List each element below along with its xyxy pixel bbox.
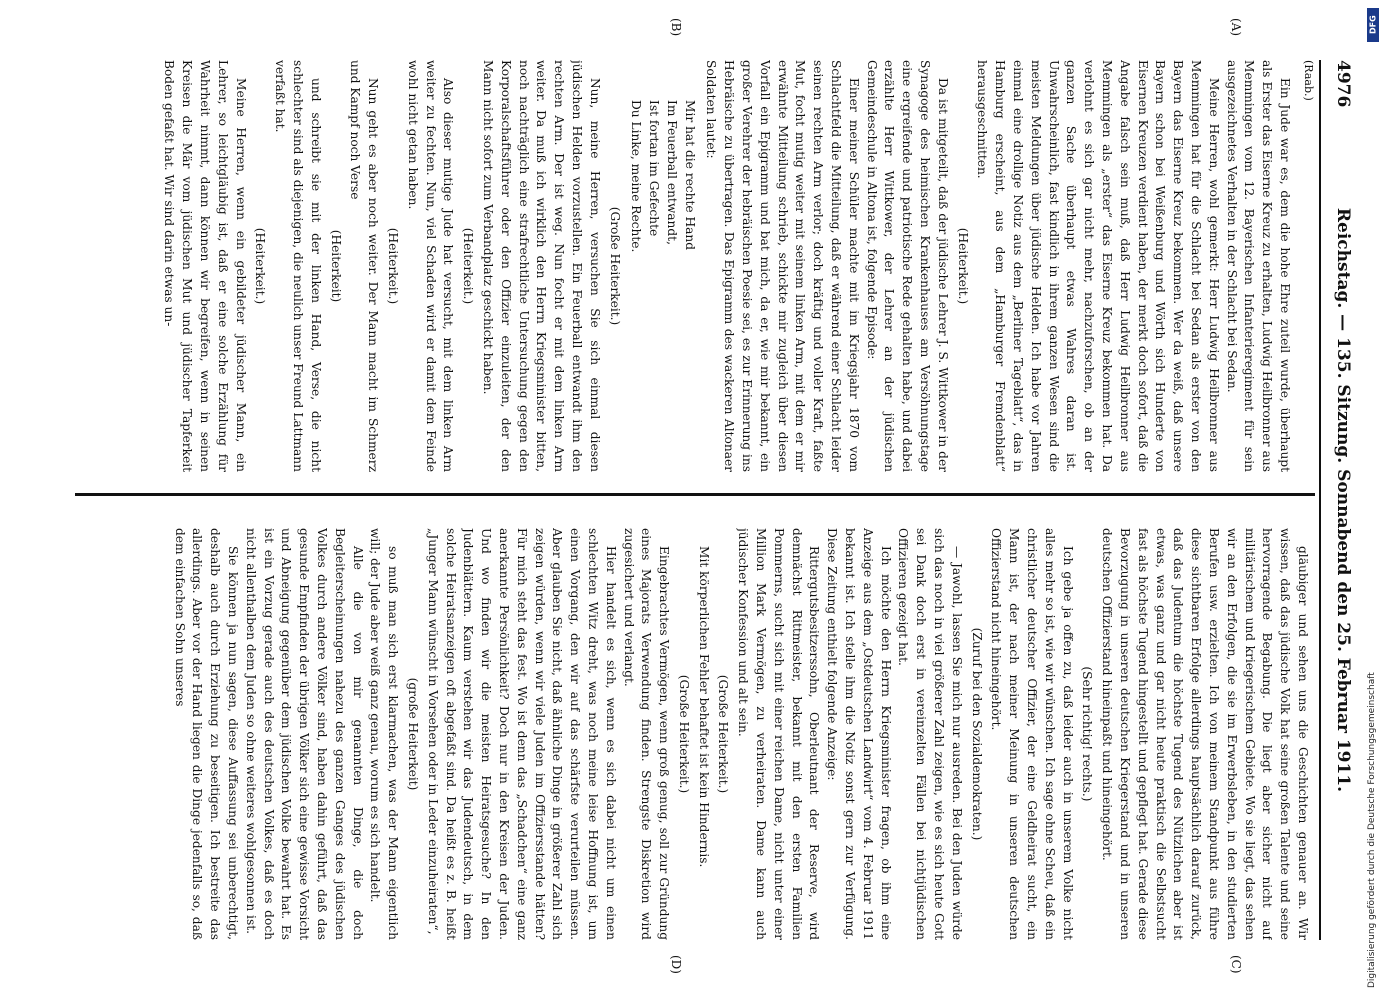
page-header bbox=[1315, 60, 1361, 940]
paragraph: Also dieser mutige Jude hat versucht, mit dem linken Arm weiter zu fechten. Nun, viel Schaden wird er damit dem Feinde wohl nicht getan haben. bbox=[405, 60, 456, 472]
left-column bbox=[63, 60, 1293, 472]
header-rule bbox=[1319, 60, 1321, 940]
poem-line: Du Linke, meine Rechte. bbox=[629, 100, 644, 253]
paragraph: Sie können ja nun sagen, diese Auffassung sei unberechtigt, deshalb auch durch Erziehung zu beseitigen. Ich bestreite das allerdings. Aber vor der Hand liegen die Dinge jedenfalls so, daß dem einfachen Sohn unseres bbox=[172, 528, 240, 940]
paragraph: Meine Herren, wohl gemerkt: Herr Ludwig Heilbronner aus Memmingen hat für die Schlacht bei Sedan als erster von den Bayern das Eiserne Kreuz bekommen. Wer da weiß, daß unsere Bayern schon bei Weißenburg und Wörth sich Hunderte von Eisernen Kreuzen verdient haben, der merkt doch sofort, daß die Angabe falsch sein muß, daß Herr Ludwig Heilbronner aus Memmingen als „erster“ das Eiserne Kreuz bekommen hat. Da verlohnt es sich gar nicht mehr, nachzuforschen, ob an der ganzen Sache überhaupt etwas Wahres daran ist. Unwahrscheinlich, fast kindlich in ihrem ganzen Wesen sind die meisten Meldungen über jüdische Helden. Ich habe vor Jahren einmal eine drollige Notiz aus dem „Berliner Tageblatt“, das in Hamburg erscheint, aus dem „Hamburger Fremdenblatt“ herausgeschnitten. bbox=[975, 60, 1221, 472]
reaction: (Heiterkeit.) bbox=[385, 227, 400, 305]
margin-marker-c: (C) bbox=[1229, 955, 1243, 974]
poem-line: Im Feuerball entwandt, bbox=[664, 100, 679, 245]
margin-marker-d: (D) bbox=[669, 955, 683, 974]
page-number: 4976 bbox=[1333, 60, 1353, 108]
paragraph: so muß man sich erst klarmachen, was der Mann eigentlich will; der Jude aber weiß ganz genau, worum es sich handelt. bbox=[368, 528, 401, 940]
paragraph: Ein Jude war es, dem die hohe Ehre zuteil wurde, überhaupt als Erster das Eiserne Kreuz zu erhalten, Ludwig Heilbronner aus Memmingen vom 12. Bayerischen Infanterieregiment für sein ausgezeichnetes Verhalten in der Schlacht bei Sedan. bbox=[1224, 60, 1292, 472]
reaction: (Große Heiterkeit.) bbox=[607, 206, 622, 326]
page-title: Reichstag. — 135. Sitzung. Sonnabend den 25. Februar 1911. bbox=[1333, 207, 1353, 793]
interjection: (Zuruf bei den Sozialdemokraten.) bbox=[969, 627, 984, 841]
paragraph: Nun, meine Herren, versuchen Sie sich einmal diesen jüdischen Helden vorzustellen. Ein Feuerball entwandt ihm den rechten Arm. Der ist weg. Nun focht er mit dem linken Arm weiter. Da muß ich wirklich den Herrn Kriegsminister bitten, noch nachträglich eine strafrechtliche Untersuchung gegen den Korporalschaftsführer oder den Offizier einzuleiten, der den Mann nicht sofort zum Verbandplatz geschickt haben. bbox=[480, 60, 602, 472]
advertisement-quote: Mit körperlichen Fehler behaftet ist kein Hindernis. bbox=[696, 546, 711, 868]
dfg-logo: DFG bbox=[1367, 8, 1379, 42]
advertisement-quote: Rittergutsbesitzerssohn, Oberleutnant der Reserve, wird demnächst Rittmeister, bekannt mit den ersten Familien Pommerns, sucht sich mit einer reichen Dame, nicht unter einer Million Mark Vermögen, zu verheiraten. Dame kann auch jüdischer Konfession und alt sein. bbox=[736, 528, 822, 940]
paragraph: Meine Herren, wenn ein gebildeter jüdischer Mann, ein Lehrer, so leichtgläubig ist, daß er eine solche Erzählung für Wahrheit nimmt, dann können wir begreifen, wenn in seinen Kreisen die Mär vom jüdischen Mut und jüdischer Tapferkeit Boden gefaßt hat. Wir sind darin etwas un- bbox=[162, 60, 248, 472]
digitization-credit: Digitalisierung gefördert durch die Deutsche Forschungsgemeinschaft bbox=[1367, 672, 1377, 988]
epigram bbox=[627, 100, 698, 472]
paragraph: — Jawohl, lassen Sie mich nur ausreden. Bei den Juden würde sich das noch in viel größerer Zahl zeigen, wie es sich heute Gott sei Dank doch erst in vereinzelten Fällen bei nichtjüdischen Offizieren gezeigt hat. bbox=[896, 528, 964, 940]
speaker-tag: (Raab.) bbox=[1302, 60, 1315, 101]
margin-marker-a: (A) bbox=[1229, 18, 1243, 37]
paragraph: Da ist mitgeteilt, daß der jüdische Lehrer J. S. Wittkower in der Synagoge des heimischen Krankenhauses am Versöhnungstage eine ergreifende und patriotische Rede gehalten habe, und dabei erzählte Herr Wittkower, der Lehrer an der jüdischen Gemeindeschule in Altona ist, folgende Episode: bbox=[864, 60, 950, 472]
margin-marker-b: (B) bbox=[669, 18, 683, 37]
reaction: (Heiterkeit.) bbox=[253, 227, 268, 305]
reaction: (Große Heiterkeit.) bbox=[716, 674, 731, 794]
reaction: (Heiterkeit) bbox=[328, 229, 343, 303]
paragraph: Alle die von mir genannten Dinge, die doch Begleiterscheinungen nahezu des ganzen Ganges des jüdischen Volkes durch andere Völker sind, haben dahin geführt, daß das gesunde Empfinden der übrigen Völker sich eine gewisse Vorsicht und Abneigung gegenüber dem jüdischen Volke bewahrt hat. Es ist ein Vorzug gerade auch des deutschen Volkes, daß es doch nicht allenthalben dem Juden so ohne weiteres wohlgesonnen ist. bbox=[243, 528, 365, 940]
poem-line: Ist fortan im Gefechte bbox=[647, 100, 662, 237]
right-column bbox=[81, 528, 1311, 940]
reaction: (Große Heiterkeit.) bbox=[676, 674, 691, 794]
advertisement-quote: Eingebrachtes Vermögen, wenn groß genug, soll zur Gründung eines Majorats Verwendung finden. Strengste Diskretion wird zugesichert und verlangt. bbox=[621, 528, 672, 940]
paragraph: Ich möchte den Herrn Kriegsminister fragen, ob ihm eine Anzeige aus dem „Ostdeutschen Landwirt“ vom 4. Februar 1911 bekannt ist. Ich stelle ihm die Notiz sonst gern zur Verfügung. Diese Zeitung enthielt folgende Anzeige: bbox=[825, 528, 893, 940]
reaction: (Sehr richtig! rechts.) bbox=[1080, 666, 1095, 802]
paragraph: Hier handelt es sich, wenn es sich dabei nicht um einen schlechten Witz dreht, was noch meine leise Hoffnung ist, um einen Vorgang, den wir auf das schärfste verurteilen müssen. Aber glauben Sie nicht, daß ähnliche Dinge in größerer Zahl sich zeigen würden, wenn wir viele Juden im Offiziersstande hätten? Für mich steht das fest. Wo ist denn das „Schadchen“ eine ganz anerkannte Persönlichkeit? Doch nur in den Kreisen der Juden. Und wo finden wir die meisten Heiratsgesuche? In den Judenblättern. Kaum verstehen wir das Judendeutsch, in dem solche Heiratsanzeigen oft abgefaßt sind. Da heißt es z. B. heißt „Junger Mann wünscht in Vorsehen oder in Leder einzuheiraten“, bbox=[425, 528, 618, 940]
reaction: (große Heiterkeit) bbox=[405, 677, 420, 791]
quoted-letter: Einer meiner Schüler machte mit im Kriegsjahr 1870 vom Schlachtfeld die Mitteilung, daß er während einer Schlacht leider seinen rechten Arm verlor; doch kräftig und voller Kraft, faßte Mut, focht mutig weiter mit seinem linken Arm, mit dem er mir erwähnte Mitteilung schrieb, schickte mir zugleich über diesen Vorfall ein Epigramm und bat mich, da er, wie mir bekannt, ein großer Verehrer der hebräischen Poesie sei, es zur Erinnerung ins Hebräische zu übertragen. Das Epigramm des wackeren Altonaer Soldaten lautet: bbox=[704, 60, 861, 472]
reaction: (Heiterkeit.) bbox=[955, 227, 970, 305]
paragraph: Nun geht es aber noch weiter. Der Mann macht im Schmerz und Kampf noch Verse bbox=[348, 60, 381, 472]
poem-line: Mir hat die rechte Hand bbox=[682, 100, 697, 250]
reaction: (Heiterkeit.) bbox=[461, 227, 476, 305]
column-divider bbox=[75, 493, 1315, 496]
paragraph: und schreibt sie mit der linken Hand, Verse, die nicht schlechter sind als diejenigen, die neulich unser Freund Lattmann verfaßt hat. bbox=[273, 60, 323, 472]
paragraph: gläubiger und sehen uns die Geschichten genauer an. Wir wissen, daß das jüdische Volk hat seine großen Talente und seine hervorragende Begabung. Die liegt aber sicher nicht auf militärischem und kriegerischem Gebiete. Wo sie liegt, das sehen wir an den Erfolgen, die sie im Erwerbsleben, in den studierten Berufen usw. erzielten. Ich von meinem Standpunkt aus führe diese sichtbaren Erfolge allerdings hauptsächlich darauf zurück, daß das Judentum die höchste Tugend des Nützlichen aber ist etwas, was ganz und gar nicht heute praktisch die Selbstsucht fast als höchste Tugend hingestellt und gepflegt hat. Gerade diese Bevorzugung in unseren deutschen Kriegerstand und in unseren deutschen Offizierstand hineinpaßt und hineingehört. bbox=[1100, 528, 1310, 940]
paragraph: Ich gebe ja offen zu, daß leider auch in unserem Volke nicht alles mehr so ist, wie wir wünschen. Ich sage ohne Scheu, daß ein christlicher deutscher Offizier, der eine Geldheirat sucht, ein Mann ist, der nach meiner Meinung in unseren deutschen Offizierstand nicht hineingehört. bbox=[989, 528, 1075, 940]
